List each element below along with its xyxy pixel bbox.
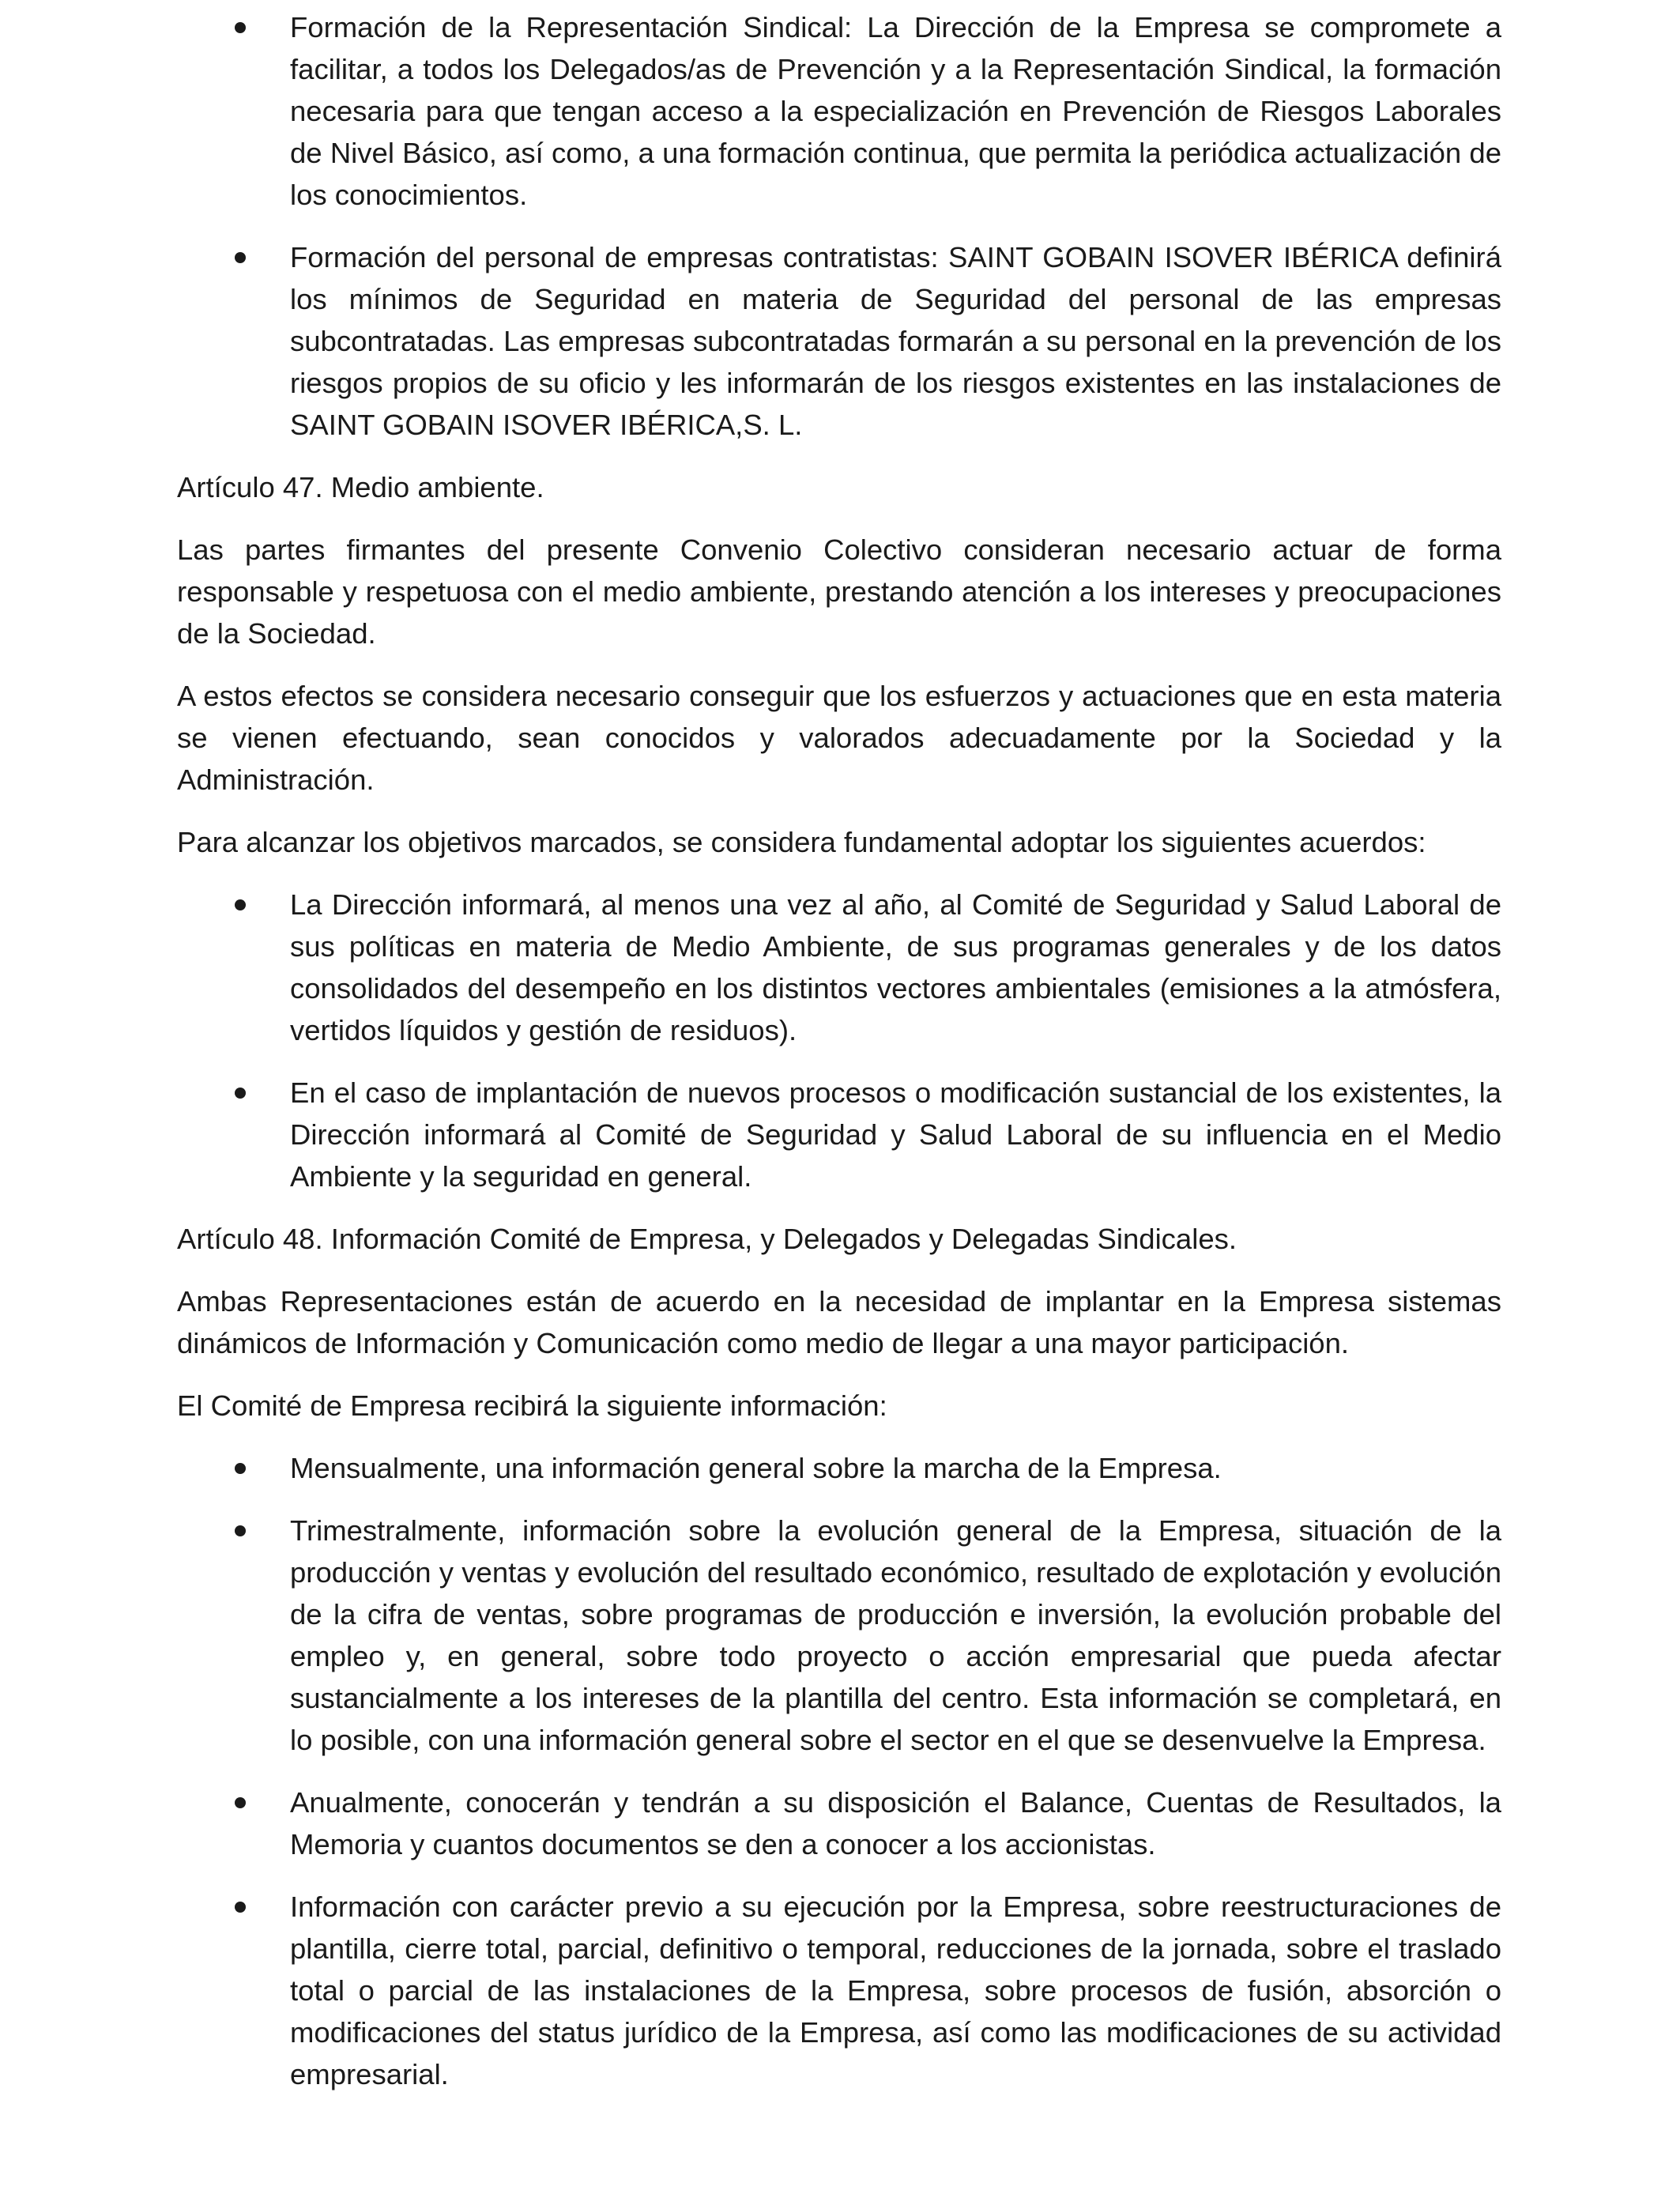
bullet-icon — [235, 22, 246, 33]
document-page — [177, 6, 1501, 2116]
list-item-text: Información con carácter previo a su ejecución por la Empresa, sobre reestructuraciones de plantilla, cierre total, parcial, definitivo o temporal, reducciones de la jornada, sobre el traslado total o parcial de las instalaciones de la Empresa, sobre procesos de fusión, absorción o modificaciones del status jurídico de la Empresa, así como las modificaciones de su actividad empresarial. — [290, 1891, 1501, 2090]
paragraph: A estos efectos se considera necesario conseguir que los esfuerzos y actuaciones que en esta materia se vienen efectuando, sean conocidos y valorados adecuadamente por la Sociedad y la Administración. — [177, 680, 1501, 796]
list-item-text: En el caso de implantación de nuevos procesos o modificación sustancial de los existentes, la Dirección informará al Comité de Seguridad y Salud Laboral de su influencia en el Medio Ambiente y la seguridad en general. — [290, 1076, 1501, 1193]
list-item — [177, 1781, 1501, 1865]
paragraph: Para alcanzar los objetivos marcados, se considera fundamental adoptar los siguientes acuerdos: — [177, 826, 1426, 858]
list-item-text: Trimestralmente, información sobre la evolución general de la Empresa, situación de la producción y ventas y evolución del resultado económico, resultado de explotación y evolución de la cifra de ventas, sobre programas de producción e inversión, la evolución probable del empleo y, en general, sobre todo proyecto o acción empresarial que pueda afectar sustancialmente a los intereses de la plantilla del centro. Esta información se completará, en lo posible, con una información general sobre el sector en el que se desenvuelve la Empresa. — [290, 1514, 1501, 1756]
bullet-list-informacion — [177, 1447, 1501, 2095]
list-item — [177, 6, 1501, 216]
bullet-list-acuerdos — [177, 884, 1501, 1197]
list-item-text: La Dirección informará, al menos una vez al año, al Comité de Seguridad y Salud Laboral de sus políticas en materia de Medio Ambiente, de sus programas generales y de los datos consolidados del desempeño en los distintos vectores ambientales (emisiones a la atmósfera, vertidos líquidos y gestión de residuos). — [290, 888, 1501, 1046]
bullet-icon — [235, 1902, 246, 1913]
paragraph: Ambas Representaciones están de acuerdo en la necesidad de implantar en la Empresa sistemas dinámicos de Información y Comunicación como medio de llegar a una mayor participación. — [177, 1285, 1501, 1359]
list-item — [177, 1886, 1501, 2095]
article-47-heading: Artículo 47. Medio ambiente. — [177, 471, 544, 503]
bullet-icon — [235, 1463, 246, 1474]
list-item-text: Anualmente, conocerán y tendrán a su disposición el Balance, Cuentas de Resultados, la Memoria y cuantos documentos se den a conocer a los accionistas. — [290, 1786, 1501, 1860]
bullet-icon — [235, 1088, 246, 1099]
bullet-icon — [235, 252, 246, 263]
list-item — [177, 1447, 1501, 1489]
bullet-icon — [235, 1797, 246, 1808]
list-item — [177, 1510, 1501, 1761]
bullet-icon — [235, 899, 246, 910]
list-item — [177, 884, 1501, 1051]
list-item — [177, 1072, 1501, 1197]
paragraph: El Comité de Empresa recibirá la siguiente información: — [177, 1389, 887, 1422]
list-item-text: Formación del personal de empresas contratistas: SAINT GOBAIN ISOVER IBÉRICA definirá los mínimos de Seguridad en materia de Seguridad del personal de las empresas subcontratadas. Las empresas subcontratadas formarán a su personal en la prevención de los riesgos propios de su oficio y les informarán de los riesgos existentes en las instalaciones de SAINT GOBAIN ISOVER IBÉRICA,S. L. — [290, 241, 1501, 441]
list-item-text: Formación de la Representación Sindical: La Dirección de la Empresa se compromete a facilitar, a todos los Delegados/as de Prevención y a la Representación Sindical, la formación necesaria para que tengan acceso a la especialización en Prevención de Riesgos Laborales de Nivel Básico, así como, a una formación continua, que permita la periódica actualización de los conocimientos. — [290, 11, 1501, 211]
bullet-list-formacion — [177, 6, 1501, 446]
list-item-text: Mensualmente, una información general sobre la marcha de la Empresa. — [290, 1452, 1222, 1484]
list-item — [177, 236, 1501, 446]
article-48-heading: Artículo 48. Información Comité de Empresa, y Delegados y Delegadas Sindicales. — [177, 1223, 1237, 1255]
paragraph: Las partes firmantes del presente Convenio Colectivo consideran necesario actuar de forma responsable y respetuosa con el medio ambiente, prestando atención a los intereses y preocupaciones de la Sociedad. — [177, 533, 1501, 650]
bullet-icon — [235, 1525, 246, 1536]
